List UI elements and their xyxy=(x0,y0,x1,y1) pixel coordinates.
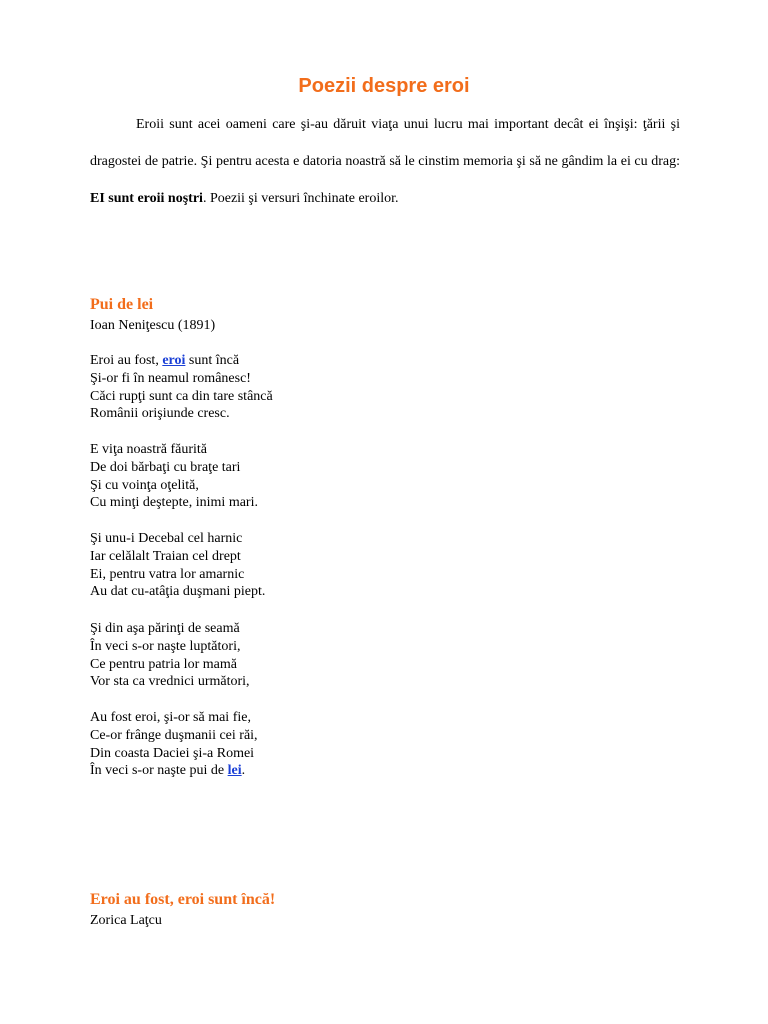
verse-line: E viţa noastră făurită xyxy=(90,442,208,457)
poem-author: Zorica Laţcu xyxy=(90,913,162,928)
verse-line: Au dat cu-atâţia duşmani piept. xyxy=(90,584,266,600)
intro-text-end: . Poezii şi versuri închinate eroilor. xyxy=(202,191,399,206)
verse-line: Ei, pentru vatra lor amarnic xyxy=(90,566,245,582)
stanza-1 xyxy=(90,352,273,423)
stanza-2 xyxy=(90,441,258,512)
verse-line: De doi bărbaţi cu braţe tari xyxy=(90,459,241,475)
verse-line: Românii orişiunde cresc. xyxy=(90,406,230,422)
verse-line: Cu minţi deştepte, inimi mari. xyxy=(90,495,258,511)
lei-link[interactable]: lei xyxy=(227,763,242,779)
poem-title-eroi-au-fost: Eroi au fost, eroi sunt încă! xyxy=(90,891,276,908)
verse-line: Iar celălalt Traian cel drept xyxy=(90,548,241,564)
stanza-5 xyxy=(90,709,258,780)
verse-line: Au fost eroi, şi-or să mai fie, xyxy=(90,710,251,725)
verse-line: Şi unu-i Decebal cel harnic xyxy=(90,531,243,546)
verse-line: Eroi au fost, eroi sunt încă xyxy=(90,353,240,368)
page-title: Poezii despre eroi xyxy=(298,75,470,98)
intro-paragraph xyxy=(90,106,680,217)
verse-line: Căci rupţi sunt ca din tare stâncă xyxy=(90,388,273,404)
verse-line: Şi-or fi în neamul românesc! xyxy=(90,370,251,386)
poem-author: Ioan Neniţescu (1891) xyxy=(90,318,216,333)
verse-line: În veci s-or naşte luptători, xyxy=(90,638,241,654)
eroi-link[interactable]: eroi xyxy=(162,353,186,368)
verse-line: Din coasta Daciei şi-a Romei xyxy=(90,745,255,761)
stanza-3 xyxy=(90,530,265,601)
verse-line: Vor sta ca vrednici următori, xyxy=(90,674,250,690)
poem-title-pui-de-lei: Pui de lei xyxy=(90,296,154,313)
verse-line: Şi cu voinţa oţelită, xyxy=(90,477,199,493)
verse-line: Ce-or frânge duşmanii cei răi, xyxy=(90,727,258,743)
intro-text-start: Eroii sunt acei oameni care şi-au dăruit viaţa unui lucru mai important decât ei înşişi: ţării şi dragostei de patrie. Şi pentru acesta e datoria noastră să le cinstim memoria şi să ne gândim la ei cu drag: xyxy=(90,117,680,169)
verse-line: Şi din aşa părinţi de seamă xyxy=(90,621,240,636)
intro-bold-text: EI sunt eroii noştri xyxy=(90,191,203,206)
verse-line: În veci s-or naşte pui de lei. xyxy=(90,763,246,779)
stanza-4 xyxy=(90,620,250,691)
verse-line: Ce pentru patria lor mamă xyxy=(90,656,237,672)
